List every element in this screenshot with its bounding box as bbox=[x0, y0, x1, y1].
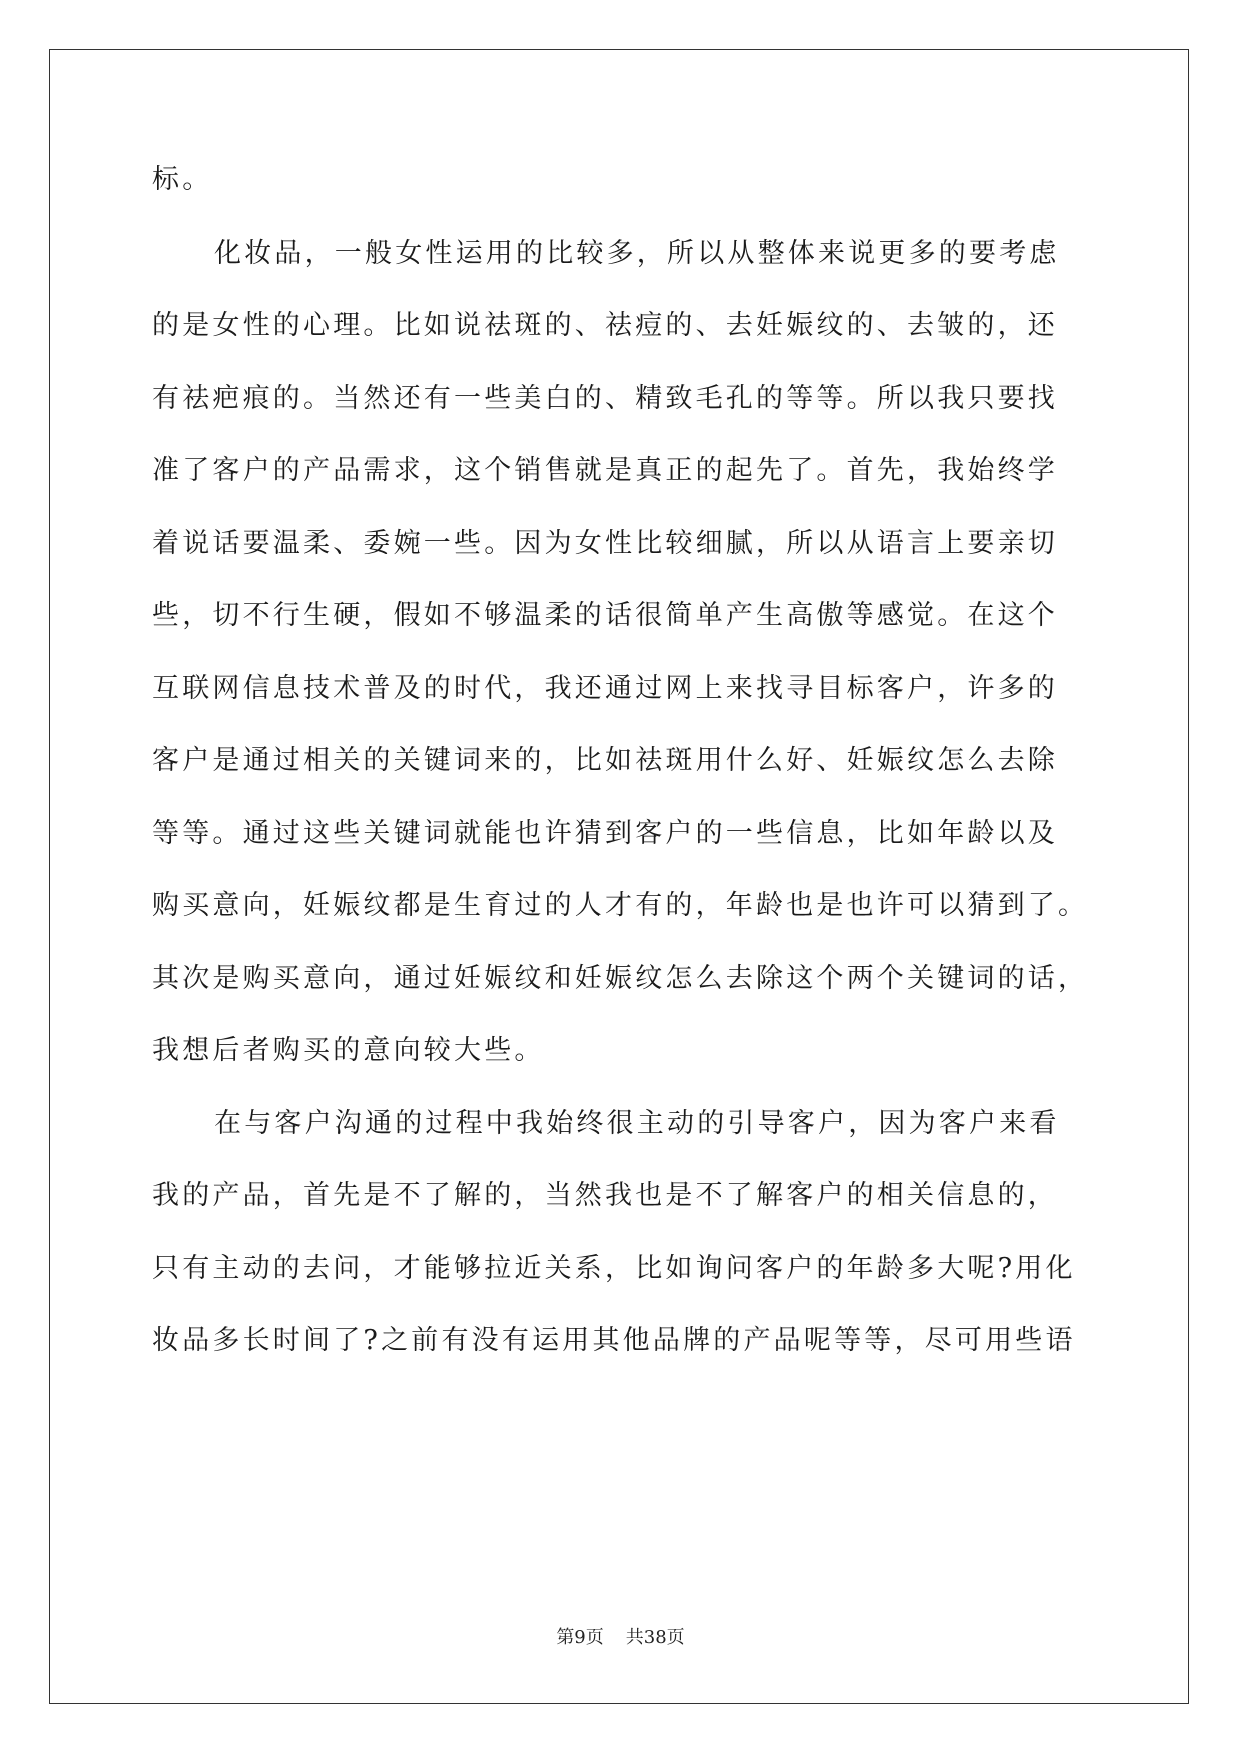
paragraph-start-line: 化妆品，一般女性运用的比较多，所以从整体来说更多的要考虑 bbox=[214, 238, 1060, 269]
text-line: 客户是通过相关的关键词来的，比如祛斑用什么好、妊娠纹怎么去除 bbox=[152, 745, 1058, 776]
page-border bbox=[49, 49, 1189, 1704]
page-total: 共38页 bbox=[625, 1627, 685, 1648]
text-line: 有祛疤痕的。当然还有一些美白的、精致毛孔的等等。所以我只要找 bbox=[152, 383, 1058, 414]
text-line: 妆品多长时间了?之前有没有运用其他品牌的产品呢等等，尽可用些语 bbox=[152, 1325, 1076, 1356]
text-line: 准了客户的产品需求，这个销售就是真正的起先了。首先，我始终学 bbox=[152, 455, 1058, 486]
text-line: 我想后者购买的意向较大些。 bbox=[152, 1035, 545, 1066]
text-line: 等等。通过这些关键词就能也许猜到客户的一些信息，比如年龄以及 bbox=[152, 818, 1058, 849]
page-number: 第9页 bbox=[556, 1627, 604, 1648]
text-line: 互联网信息技术普及的时代，我还通过网上来找寻目标客户，许多的 bbox=[152, 673, 1058, 704]
paragraph-start-line: 在与客户沟通的过程中我始终很主动的引导客户，因为客户来看 bbox=[214, 1108, 1060, 1139]
text-line: 着说话要温柔、委婉一些。因为女性比较细腻，所以从语言上要亲切 bbox=[152, 528, 1058, 559]
page-footer bbox=[0, 1626, 1241, 1650]
text-line: 我的产品，首先是不了解的，当然我也是不了解客户的相关信息的， bbox=[152, 1180, 1058, 1211]
text-line: 标。 bbox=[152, 164, 213, 195]
text-line: 的是女性的心理。比如说祛斑的、祛痘的、去妊娠纹的、去皱的，还 bbox=[152, 310, 1058, 341]
text-line: 其次是购买意向，通过妊娠纹和妊娠纹怎么去除这个两个关键词的话， bbox=[152, 963, 1089, 994]
text-line: 些，切不行生硬，假如不够温柔的话很简单产生高傲等感觉。在这个 bbox=[152, 600, 1058, 631]
text-line: 购买意向，妊娠纹都是生育过的人才有的，年龄也是也许可以猜到了。 bbox=[152, 890, 1089, 921]
text-line: 只有主动的去问，才能够拉近关系，比如询问客户的年龄多大呢?用化 bbox=[152, 1253, 1076, 1284]
